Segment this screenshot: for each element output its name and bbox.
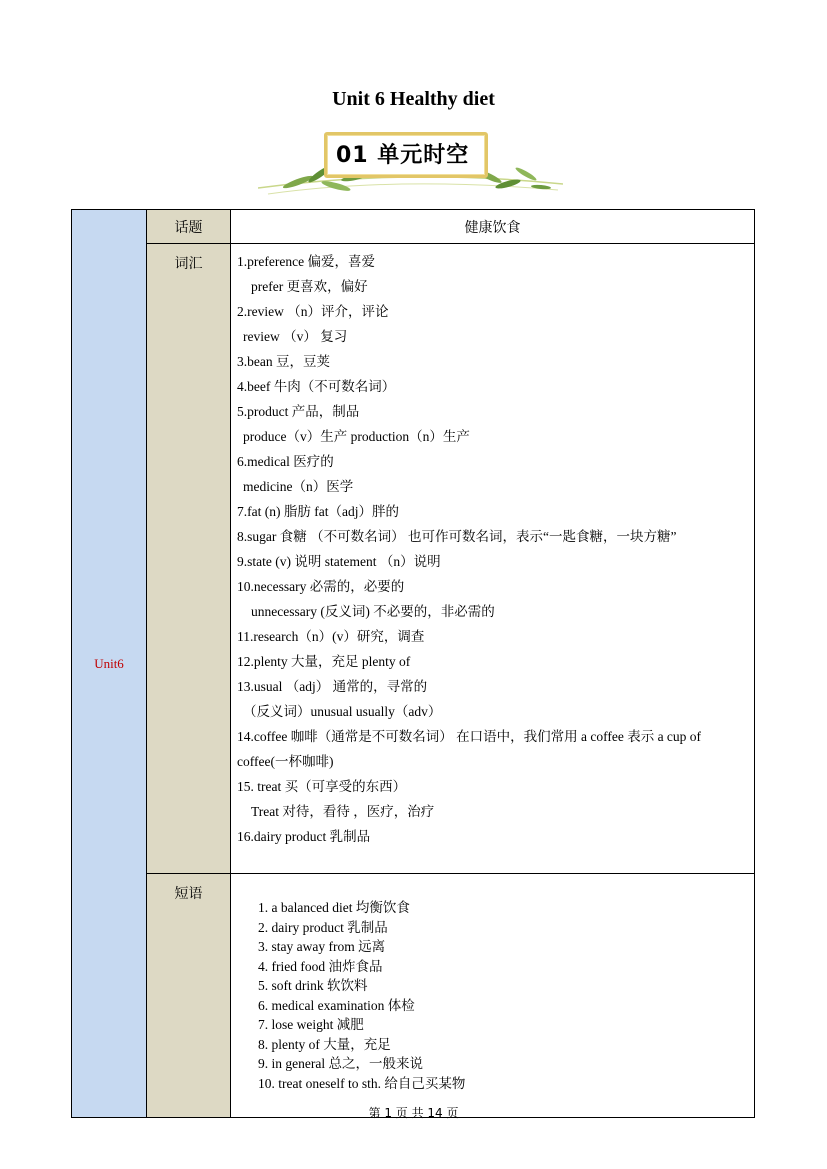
vocab-item: 10.necessary 必需的，必要的 — [237, 579, 405, 594]
phrase-item: 3. stay away from 远离 — [258, 939, 386, 954]
phrase-item: 2. dairy product 乳制品 — [258, 919, 388, 935]
vocab-item: 12.plenty 大量，充足 plenty of — [237, 654, 411, 669]
vocab-item: unnecessary (反义词) 不必要的，非必需的 — [251, 604, 495, 619]
page-title: Unit 6 Healthy diet — [332, 88, 495, 110]
vocab-item: 16.dairy product 乳制品 — [237, 829, 371, 844]
phrase-item: 1. a balanced diet 均衡饮食 — [258, 900, 410, 915]
phrase-item: 10. treat oneself to sth. 给自己买某物 — [258, 1075, 466, 1091]
vocab-item: 8.sugar 食糖 （不可数名词） 也可作可数名词，表示“一匙食糖，一块方糖” — [237, 529, 677, 544]
unit-cell: Unit6 — [72, 210, 147, 1118]
vocab-item: （反义词）unusual usually（adv） — [243, 704, 442, 719]
vocab-item: 6.medical 医疗的 — [237, 454, 334, 469]
vocab-item: review （v） 复习 — [243, 329, 348, 344]
vocab-item: 15. treat 买（可享受的东西） — [237, 779, 407, 794]
vocab-list — [231, 244, 755, 874]
phrase-list — [231, 874, 755, 1118]
phrase-item: 4. fried food 油炸食品 — [258, 958, 383, 974]
section-banner — [258, 128, 563, 196]
vocab-item: 11.research（n）(v）研究，调查 — [237, 629, 425, 644]
topic-label: 话题 — [147, 210, 231, 244]
banner-heading — [336, 138, 469, 169]
vocab-label: 词汇 — [147, 244, 231, 874]
table-row — [72, 210, 755, 244]
vocab-item: 1.preference 偏爱，喜爱 — [237, 254, 375, 269]
vocab-item: 2.review （n）评介，评论 — [237, 304, 389, 319]
vocab-item: produce（v）生产 production（n）生产 — [243, 429, 470, 444]
vocab-item: 5.product 产品，制品 — [237, 404, 360, 419]
table-row — [72, 244, 755, 874]
phrase-label: 短语 — [147, 874, 231, 1118]
vocab-item: 13.usual （adj） 通常的，寻常的 — [237, 679, 428, 694]
vocab-item: 9.state (v) 说明 statement （n）说明 — [237, 554, 441, 569]
phrase-item: 9. in general 总之，一般来说 — [258, 1056, 423, 1071]
unit-overview-table — [71, 209, 755, 1118]
vocab-item: 4.beef 牛肉（不可数名词） — [237, 379, 396, 394]
page-footer: 第 1 页 共 14 页 — [368, 1106, 459, 1120]
vocab-item: 7.fat (n) 脂肪 fat（adj）胖的 — [237, 504, 399, 519]
phrase-item: 7. lose weight 减肥 — [258, 1017, 364, 1032]
topic-value: 健康饮食 — [231, 210, 755, 244]
phrase-item: 5. soft drink 软饮料 — [258, 978, 368, 993]
phrase-item: 6. medical examination 体检 — [258, 997, 415, 1013]
vocab-item: prefer 更喜欢，偏好 — [251, 279, 368, 294]
vocab-item: Treat 对待，看待 ，医疗，治疗 — [251, 804, 435, 819]
vocab-item: 3.bean 豆，豆荚 — [237, 354, 330, 369]
banner-title: 单元时空 — [377, 143, 470, 168]
vocab-item: 14.coffee 咖啡（通常是不可数名词） 在口语中，我们常用 a coffee 表示 a cup of coffee(一杯咖啡) — [237, 729, 702, 769]
phrase-item: 8. plenty of 大量，充足 — [258, 1036, 391, 1052]
banner-number: 01 — [336, 143, 369, 168]
table-row — [72, 874, 755, 1118]
vocab-item: medicine（n）医学 — [243, 479, 354, 494]
